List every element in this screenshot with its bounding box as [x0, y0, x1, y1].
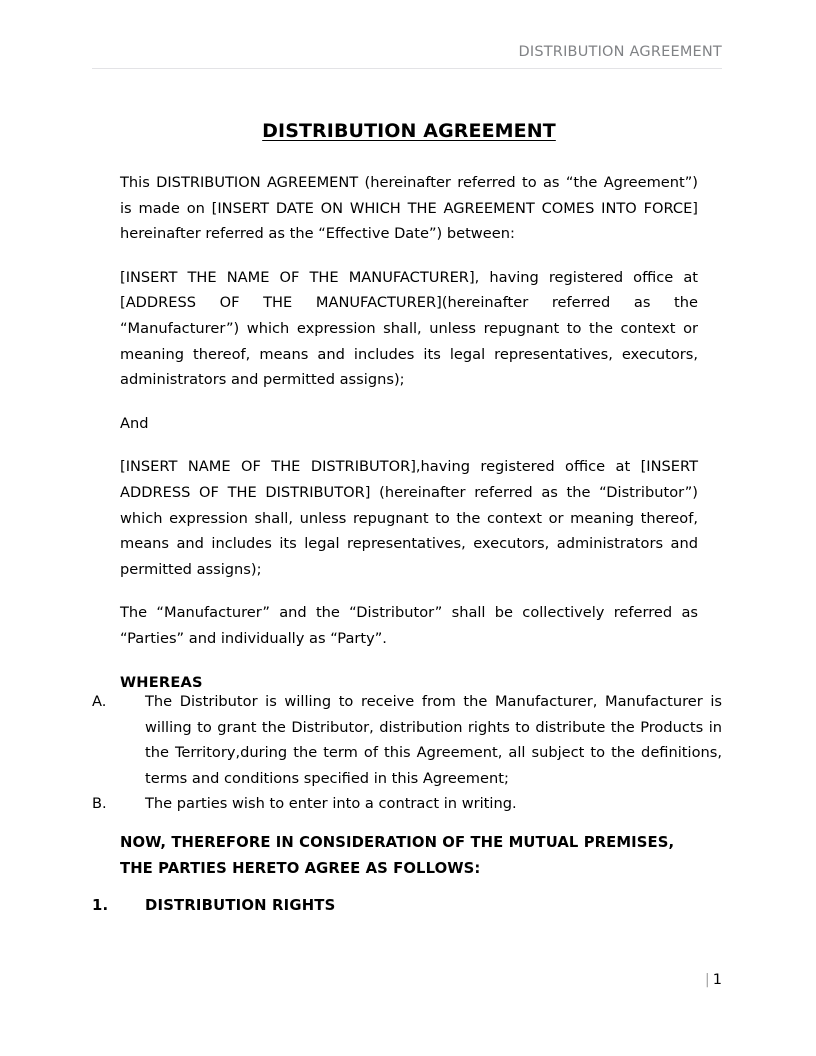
operative-clause: NOW, THEREFORE IN CONSIDERATION OF THE MUTUAL PREMISES, THE PARTIES HERETO AGREE AS FOLLOWS:: [120, 834, 675, 877]
paragraph-recital-intro: This DISTRIBUTION AGREEMENT (hereinafter referred to as “the Agreement”) is made on [INSERT DATE ON WHICH THE AGREEMENT COMES INTO FORCE] hereinafter referred as the “Effective Date”) between:: [120, 174, 698, 243]
header-rule: [92, 68, 722, 69]
recital-list: [92, 689, 722, 817]
section-heading-1: [92, 895, 722, 917]
list-item-marker: A.: [92, 693, 107, 710]
list-item: [92, 791, 722, 817]
paragraph-parties-collective: The “Manufacturer” and the “Distributor” shall be collectively referred as “Parties” and individually as “Party”.: [120, 604, 698, 647]
list-item-label: The parties wish to enter into a contract in writing.: [145, 795, 517, 813]
paragraph-party-distributor: [INSERT NAME OF THE DISTRIBUTOR],having registered office at [INSERT ADDRESS OF THE DISTRIBUTOR] (hereinafter referred as the “Distributor”) which expression shall, unless repugnant to the context or meaning thereof, means and includes its legal representatives, executors, administrators and permitted assigns);: [120, 458, 698, 578]
paragraph-conjunction-and: And: [120, 414, 149, 432]
list-item: [92, 689, 722, 791]
page-title: DISTRIBUTION AGREEMENT: [262, 120, 556, 142]
page-number: 1: [712, 972, 722, 988]
list-item-label: The Distributor is willing to receive from the Manufacturer, Manufacturer is willing to grant the Distributor, distribution rights to distribute the Products in the Territory,during the term of this Agreement, all subject to the definitions, terms and conditions specified in this Agreement;: [145, 693, 722, 787]
page-footer: [92, 972, 722, 988]
paragraph-party-manufacturer: [INSERT THE NAME OF THE MANUFACTURER], having registered office at [ADDRESS OF THE MANUFACTURER](hereinafter referred as the “Manufacturer”) which expression shall, unless repugnant to the context or meaning thereof, means and includes its legal representatives, executors, administrators and permitted assigns);: [120, 268, 698, 389]
section-title: DISTRIBUTION RIGHTS: [145, 897, 336, 914]
footer-separator: |: [704, 972, 710, 988]
running-header: DISTRIBUTION AGREEMENT: [518, 44, 722, 60]
list-item-marker: B.: [92, 795, 107, 813]
section-number: 1.: [92, 897, 109, 914]
document-body: [120, 120, 698, 707]
whereas-heading: WHEREAS: [120, 673, 203, 691]
